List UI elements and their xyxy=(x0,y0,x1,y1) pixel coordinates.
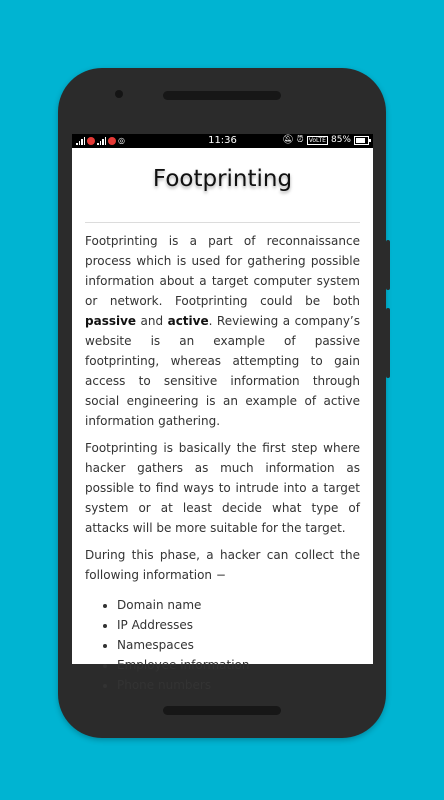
earpiece-speaker xyxy=(163,91,281,100)
info-list xyxy=(85,595,360,695)
list-item: • IP Addresses xyxy=(117,615,360,635)
divider xyxy=(85,222,360,223)
alarm-icon: ⏰︎ xyxy=(296,135,304,145)
passive-term: passive xyxy=(85,314,137,328)
battery-icon xyxy=(354,136,369,145)
list-item: • Domain name xyxy=(117,595,360,615)
status-time: 11:36 xyxy=(208,135,237,146)
article-content xyxy=(72,161,373,695)
list-item: • Employee information xyxy=(117,655,360,675)
home-bar[interactable] xyxy=(163,706,281,715)
list-item: • Namespaces xyxy=(117,635,360,655)
status-bar xyxy=(72,134,373,148)
paragraph-3: During this phase, a hacker can collect the following information − xyxy=(85,548,360,582)
battery-percent: 85% xyxy=(330,135,351,145)
paragraph-2: Footprinting is basically the first step where hacker gathers as much information as possible to find ways to intrude into a target system or at least decide what type of attacks will be more suitable for the target. xyxy=(85,441,360,535)
front-camera xyxy=(115,90,123,98)
volte-icon: VoLTE xyxy=(308,136,326,144)
whatsapp-icon: ◎ xyxy=(118,136,125,145)
paragraph-1 xyxy=(85,231,360,431)
status-right-icons xyxy=(282,135,369,145)
active-term: active xyxy=(167,314,209,328)
phone-frame xyxy=(58,68,386,738)
bell-off-icon: 🔕︎ xyxy=(282,135,294,145)
p1-text-b: . Reviewing a company’s website is an example of passive footprinting, whereas attempting to gain access to sensitive information through social engineering is an example of active information gathering. xyxy=(85,314,360,428)
power-button[interactable] xyxy=(386,308,390,378)
page-title: Footprinting xyxy=(152,166,293,192)
screen xyxy=(72,134,373,692)
p1-and: and xyxy=(136,314,168,328)
list-item: • Phone numbers xyxy=(117,675,360,695)
volume-button[interactable] xyxy=(386,240,390,290)
p1-text-a: Footprinting is a part of reconnaissance process which is used for gathering possible information about a target computer system or network. Footprinting could be both xyxy=(85,234,360,308)
